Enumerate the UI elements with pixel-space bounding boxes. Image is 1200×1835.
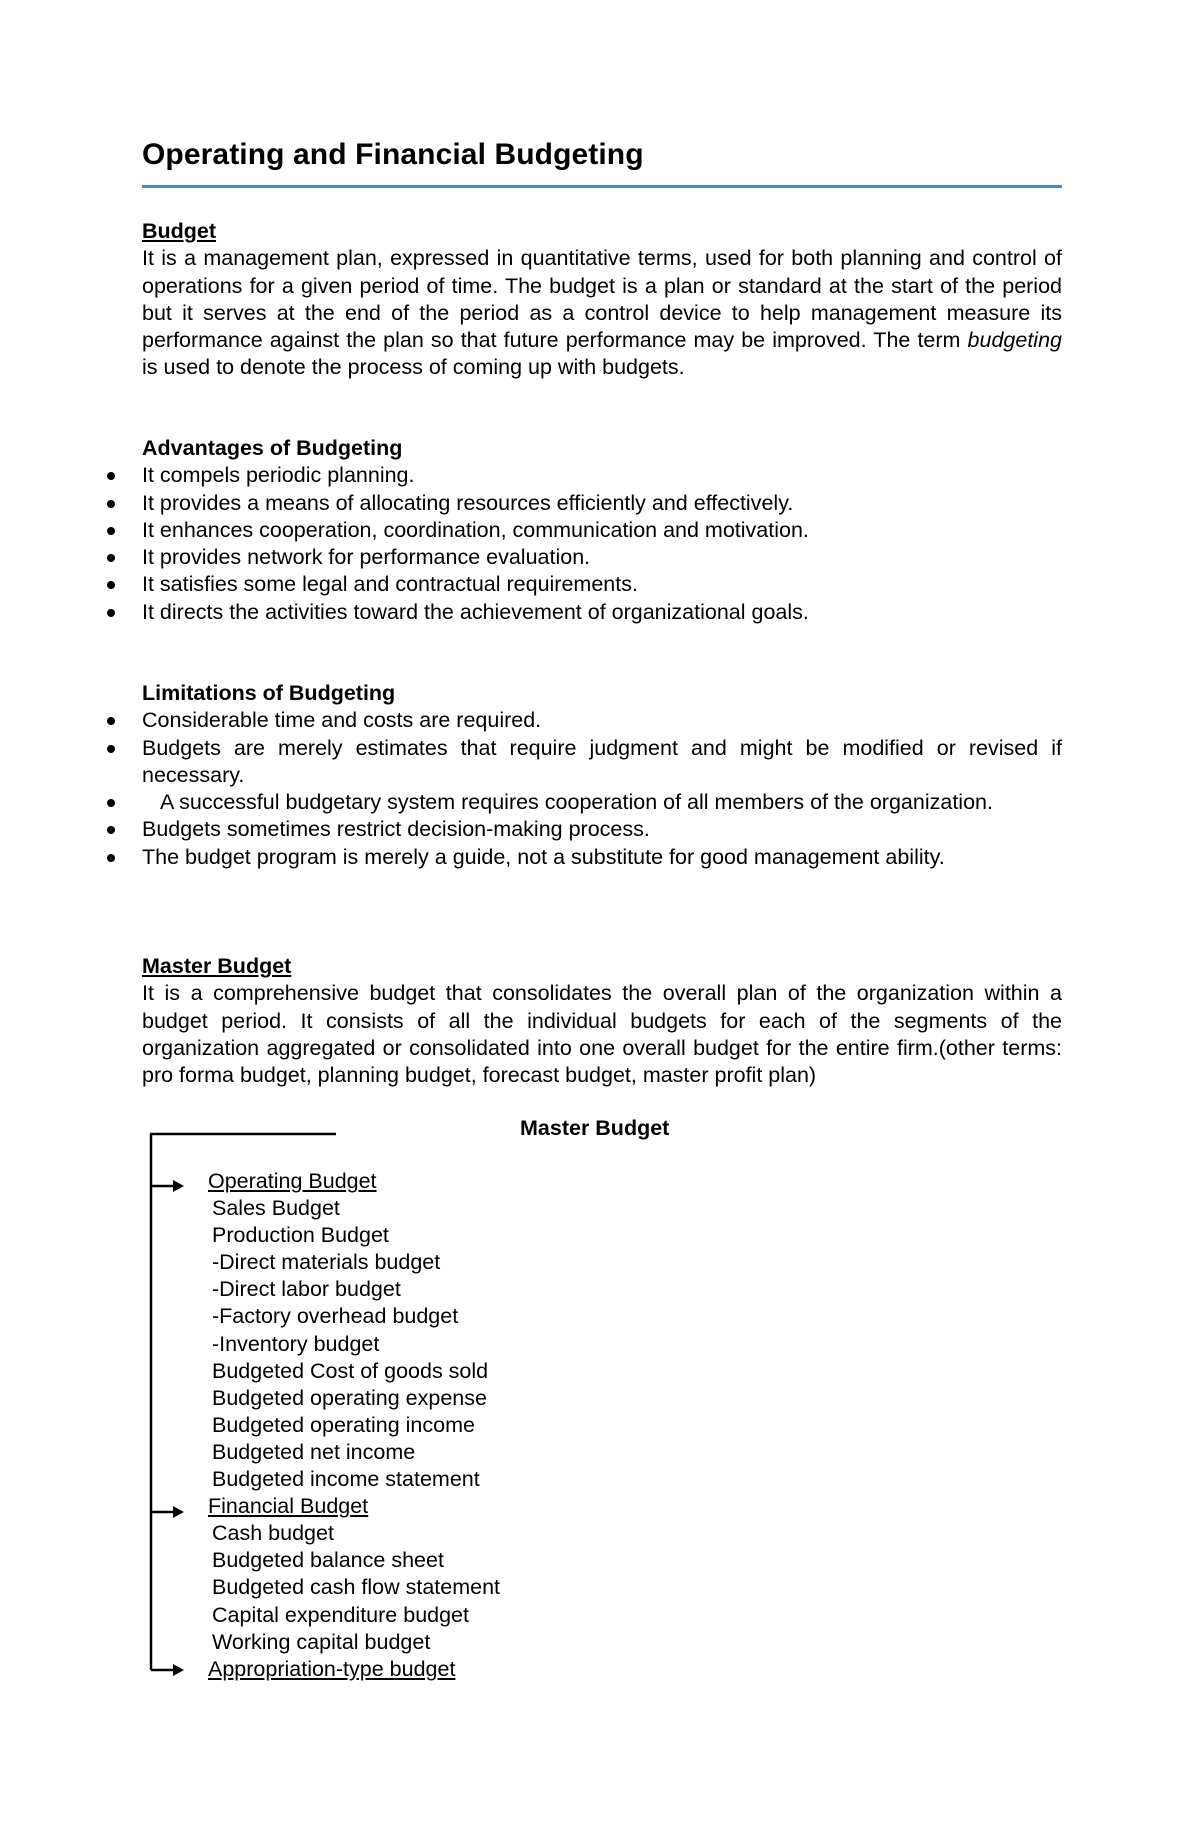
list-item: Budgeted income statement [212, 1467, 480, 1492]
list-item-text: The budget program is merely a guide, not a substitute for good management ability. [142, 844, 945, 869]
list-item-text: It provides network for performance evaluation. [142, 545, 591, 570]
advantages-heading: Advantages of Budgeting [142, 436, 403, 460]
arrow-right-icon [173, 1664, 184, 1676]
list-item: -Factory overhead budget [212, 1304, 459, 1329]
diagram-budget-list [208, 1168, 500, 1683]
list-item: -Inventory budget [212, 1331, 380, 1356]
list-item-text: It directs the activities toward the achievement of organizational goals. [142, 599, 809, 624]
list-item: Production Budget [212, 1223, 389, 1248]
appropriation-budget-label: Appropriation-type budget [208, 1656, 456, 1681]
list-item-text: It satisfies some legal and contractual requirements. [142, 572, 638, 597]
operating-budget-label: Operating Budget [208, 1169, 377, 1193]
arrow-right-icon [173, 1506, 184, 1518]
list-item-text: Considerable time and costs are required. [142, 708, 542, 733]
list-item: Working capital budget [212, 1629, 431, 1654]
financial-budget-label: Financial Budget [208, 1494, 369, 1519]
list-item-text: It provides a means of allocating resources efficiently and effectively. [142, 490, 794, 515]
list-item: Budgeted balance sheet [212, 1548, 444, 1573]
budget-definition-text-2: is used to denote the process of coming up with budgets. [142, 355, 685, 380]
list-item-text: A successful budgetary system requires cooperation of all members of the organization. [160, 790, 993, 815]
list-item: Budgeted cash flow statement [212, 1575, 501, 1600]
page-title: Operating and Financial Budgeting [142, 138, 644, 171]
list-item: Budgeted Cost of goods sold [212, 1358, 489, 1383]
limitations-heading: Limitations of Budgeting [142, 681, 396, 705]
list-item: -Direct labor budget [212, 1277, 401, 1302]
list-item-text: It compels periodic planning. [142, 463, 415, 488]
list-item: Cash budget [212, 1521, 334, 1546]
master-budget-heading: Master Budget [142, 954, 292, 978]
list-item-text: It enhances cooperation, coordination, communication and motivation. [142, 517, 809, 542]
budget-definition-text-1: It is a management plan, expressed in quantitative terms, used for both planning and control of operations for a given period of time. The budget is a plan or standard at the start of the period but it serves at the end of the period as a control device to help management measure its performance against the plan so that future performance may be improved. The term [142, 246, 1062, 353]
diagram-title: Master Budget [520, 1116, 670, 1140]
budget-definition-italic-term: budgeting [967, 328, 1062, 353]
list-item: Budgeted net income [212, 1439, 416, 1464]
budget-heading: Budget [142, 219, 217, 243]
list-item: Capital expenditure budget [212, 1602, 469, 1627]
list-item: Sales Budget [212, 1196, 340, 1221]
list-item-text: Budgets sometimes restrict decision-making process. [142, 817, 650, 842]
list-item: Budgeted operating expense [212, 1385, 487, 1410]
master-budget-definition: It is a comprehensive budget that consolidates the overall plan of the organization within a budget period. It consists of all the individual budgets for each of the segments of the organization aggregated or consolidated into one overall budget for the entire firm.(other terms: pro forma budget, planning budget, forecast budget, master profit plan) [142, 981, 1062, 1088]
list-item: -Direct materials budget [212, 1250, 441, 1275]
list-item: Budgeted operating income [212, 1412, 475, 1437]
arrow-right-icon [173, 1180, 184, 1192]
list-item-text: Budgets are merely estimates that require judgment and might be modified or revised if necessary. [142, 735, 1062, 787]
